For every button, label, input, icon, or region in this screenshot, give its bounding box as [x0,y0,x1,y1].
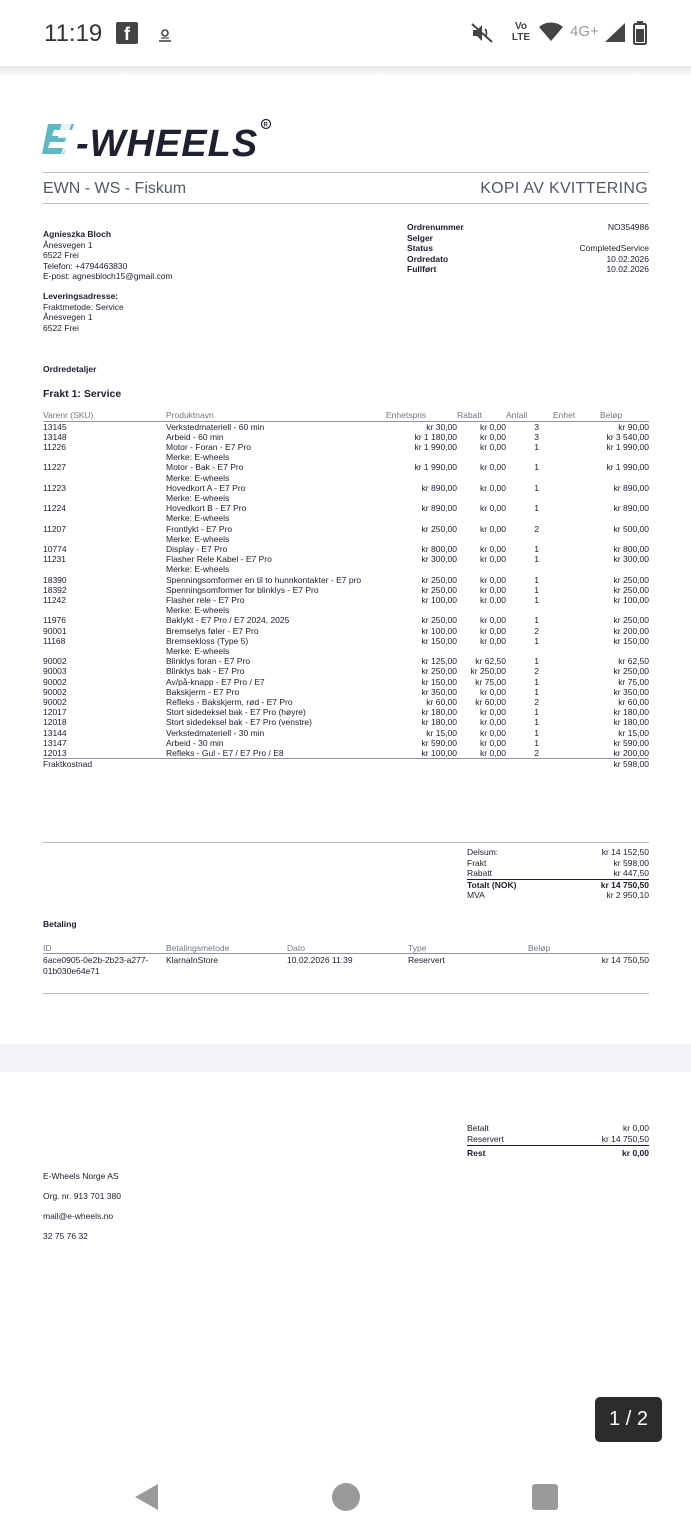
table-row [43,677,649,687]
item-qty: 1 [534,482,539,493]
order-info-row [407,233,649,244]
completed-value: 10.02.2026 [606,264,649,275]
item-unit-price: kr 100,00 [421,748,457,758]
item-name: Bakskjerm - E7 Pro [166,686,240,697]
remaining-value: kr 0,00 [622,1148,649,1158]
item-amount: kr 180,00 [613,717,649,728]
table-row [43,728,649,738]
item-amount: kr 150,00 [613,635,649,646]
remaining-label: Rest [467,1148,486,1158]
item-discount: kr 0,00 [480,523,506,534]
item-sku: 11976 [43,615,67,626]
item-discount: kr 0,00 [480,482,506,493]
item-name: Verkstedmateriell - 60 min [166,421,265,432]
e-wheels-logo [42,118,274,167]
item-name: Baklykt - E7 Pro / E7 2024, 2025 [166,615,290,626]
item-unit-price: kr 150,00 [421,676,457,687]
back-icon[interactable] [132,1482,162,1512]
battery-icon [632,20,648,46]
item-sku: 12013 [43,748,67,758]
item-sku: 11231 [43,554,67,565]
item-name: Flasher rele - E7 Pro [166,594,245,605]
company-org: Org. nr. 913 701 380 [43,1191,121,1201]
item-unit-price: kr 150,00 [421,635,457,646]
item-qty: 3 [534,421,539,432]
item-sku: 11226 [43,441,67,452]
item-unit-price: kr 890,00 [421,503,457,514]
items-body [43,421,649,759]
table-row [43,442,649,462]
order-info-row [407,254,649,265]
item-name: Blinklys bak - E7 Pro [166,666,245,677]
item-brand: Merke: E-wheels [166,452,230,463]
table-row [43,656,649,666]
order-info-row [407,264,649,275]
shipping-cost-value: kr 598,00 [613,759,649,770]
item-name: Arbeid - 30 min [166,737,224,748]
col-amount: Beløp [600,410,649,421]
paid-value: kr 0,00 [623,1123,649,1133]
item-name: Spenningsomformer for blinklys - E7 Pro [166,584,319,595]
item-amount: kr 75,00 [618,676,649,687]
item-qty: 1 [534,656,539,667]
item-sku: 13148 [43,431,67,442]
vat-row [467,890,649,901]
item-unit-price: kr 250,00 [421,615,457,626]
item-name: Bremselys føler - E7 Pro [166,625,259,636]
item-qty: 1 [534,462,539,473]
company-phone: 32 75 76 32 [43,1231,88,1241]
col-sku: Varenr (SKU) [43,410,166,421]
status-bar [0,0,691,66]
pay-col-date: Dato [287,943,408,954]
item-amount: kr 200,00 [613,748,649,758]
item-name: Refleks - Bakskjerm, rød - E7 Pro [166,696,293,707]
item-qty: 1 [534,543,539,554]
item-discount: kr 250,00 [470,666,506,677]
item-amount: kr 60,00 [618,696,649,707]
remaining-row [467,1146,649,1159]
item-unit-price: kr 890,00 [421,482,457,493]
item-unit-price: kr 1 990,00 [414,441,457,452]
item-sku: 11168 [43,635,66,646]
table-row [43,615,649,625]
table-row [43,421,649,432]
header-rule-top [43,172,649,173]
item-name: Av/på-knapp - E7 Pro / E7 [166,676,265,687]
discount-label: Rabatt [467,868,493,878]
table-row [43,585,649,595]
signal-icon [604,22,626,42]
order-number-value: NO354986 [607,222,649,232]
item-qty: 2 [534,748,539,758]
item-sku: 90002 [43,676,67,687]
item-unit-price: kr 180,00 [421,717,457,728]
company-info [43,1166,121,1246]
item-unit-price: kr 250,00 [421,584,457,595]
total-label: Totalt (NOK) [467,879,517,890]
item-unit-price: kr 250,00 [421,523,457,534]
item-unit-price: kr 350,00 [421,686,457,697]
table-row [43,707,649,717]
subtotal-row [467,847,649,858]
item-discount: kr 0,00 [480,594,506,605]
table-row [43,544,649,554]
item-qty: 1 [534,635,539,646]
subtotal-value: kr 14 152,50 [601,847,649,857]
item-amount: kr 500,00 [613,523,649,534]
item-sku: 13144 [43,727,67,738]
item-amount: kr 200,00 [613,625,649,636]
order-number-label: Ordrenummer [407,222,464,232]
item-name: Stort sidedeksel bak - E7 Pro (høyre) [166,707,306,718]
total-value: kr 14 750,50 [600,879,649,890]
item-qty: 1 [534,441,539,452]
payment-date: 10.02.2026 11:39 [287,955,353,966]
payment-amount: kr 14 750,50 [601,955,649,966]
item-amount: kr 1 990,00 [606,462,649,473]
items-header-row [43,410,649,421]
order-info-row [407,243,649,254]
item-discount: kr 75,00 [475,676,506,687]
item-discount: kr 0,00 [480,543,506,554]
item-qty: 1 [534,676,539,687]
pay-col-type: Type [408,943,528,954]
item-amount: kr 3 540,00 [606,431,649,442]
order-info-row [407,222,649,233]
item-discount: kr 0,00 [480,421,506,432]
item-amount: kr 890,00 [613,482,649,493]
item-amount: kr 1 990,00 [606,441,649,452]
item-discount: kr 0,00 [480,441,506,452]
order-details-title: Ordredetaljer [43,364,97,374]
customer-address1: Ånesvegen 1 [43,239,93,250]
table-row [43,636,649,656]
delivery-address2: 6522 Frei [43,322,79,333]
home-icon[interactable] [330,1481,362,1513]
item-discount: kr 0,00 [480,554,506,565]
item-unit-price: kr 250,00 [421,574,457,585]
logo-wordmark: -WHEELS [76,123,259,162]
item-qty: 1 [534,686,539,697]
item-brand: Merke: E-wheels [166,472,230,483]
item-discount: kr 0,00 [480,748,506,758]
page-indicator: 1 / 2 [595,1397,662,1442]
item-unit-price: kr 250,00 [421,666,457,677]
delivery-address1: Ånesvegen 1 [43,312,93,323]
item-unit-price: kr 1 180,00 [414,431,457,442]
col-product: Produktnavn [166,410,386,421]
customer-block [43,229,343,282]
item-unit-price: kr 30,00 [426,421,457,432]
table-row [43,483,649,503]
item-unit-price: kr 300,00 [421,554,457,565]
vat-value: kr 2 950,10 [606,890,649,900]
page-separator [0,1044,691,1072]
discount-row [467,868,649,880]
item-sku: 18392 [43,584,67,595]
item-amount: kr 62,50 [618,656,649,667]
item-sku: 11224 [43,503,67,514]
item-amount: kr 250,00 [613,574,649,585]
subtotal-label: Delsum: [467,847,499,857]
total-row [467,880,649,891]
item-sku: 12018 [43,717,67,728]
items-table [43,410,649,769]
item-name: Frontlykt - E7 Pro [166,523,233,534]
col-discount: Rabatt [457,410,506,421]
item-amount: kr 180,00 [613,707,649,718]
table-row [43,503,649,523]
item-qty: 3 [534,431,539,442]
customer-name: Agnieszka Bloch [43,229,112,239]
item-brand: Merke: E-wheels [166,564,230,575]
item-qty: 1 [534,554,539,565]
shipping-cost-label: Fraktkostnad [43,759,93,770]
item-name: Hovedkort B - E7 Pro [166,503,247,514]
item-unit-price: kr 100,00 [421,594,457,605]
order-date-value: 10.02.2026 [606,253,649,264]
pay-col-id: ID [43,943,166,954]
item-brand: Merke: E-wheels [166,513,230,524]
completed-label: Fullført [407,264,437,275]
item-sku: 10774 [43,543,67,554]
item-discount: kr 0,00 [480,727,506,738]
item-amount: kr 15,00 [618,727,649,738]
item-amount: kr 350,00 [613,686,649,697]
item-discount: kr 0,00 [480,574,506,585]
delivery-block [43,291,343,333]
item-sku: 13147 [43,737,67,748]
payment-title: Betaling [43,919,77,929]
item-discount: kr 0,00 [480,615,506,626]
delivery-method: Fraktmetode: Service [43,301,124,312]
item-sku: 90002 [43,696,67,707]
document-title: KOPI AV KVITTERING [480,180,648,197]
item-discount: kr 0,00 [480,462,506,473]
table-row [43,748,649,759]
item-qty: 2 [534,696,539,707]
item-sku: 13145 [43,421,67,432]
pay-col-method: Betalingsmetode [166,943,287,954]
order-date-label: Ordredato [407,253,449,264]
company-email: mail@e-wheels.no [43,1211,114,1221]
item-unit-price: kr 800,00 [421,543,457,554]
totals-rule [43,842,649,843]
customer-address2: 6522 Frei [43,250,79,261]
item-unit-price: kr 1 990,00 [414,462,457,473]
item-unit-price: kr 100,00 [421,625,457,636]
freight-row [467,858,649,869]
item-qty: 1 [534,584,539,595]
col-unit-price: Enhetspris [386,410,457,421]
item-unit-price: kr 15,00 [426,727,457,738]
item-amount: kr 800,00 [613,543,649,554]
item-name: Spenningsomformer en til to hunnkontakter - E7 pro [166,574,362,585]
company-name: E-Wheels Norge AS [43,1171,119,1181]
mute-icon [470,22,494,44]
item-qty: 1 [534,615,539,626]
item-sku: 12017 [43,707,67,718]
paid-label: Betalt [467,1123,489,1133]
table-row [43,432,649,442]
payment-id-line1: 6ace0905-0e2b-2b23-a277- [43,955,149,966]
item-qty: 1 [534,707,539,718]
payment-method: KlarnaInStore [166,955,218,966]
item-unit-price: kr 125,00 [421,656,457,667]
reserved-label: Reservert [467,1133,504,1144]
navigation-bar [0,1460,691,1536]
table-row [43,666,649,676]
customer-email: E-post: agnesbloch15@gmail.com [43,271,173,282]
item-qty: 2 [534,523,539,534]
table-row [43,738,649,748]
item-sku: 11223 [43,482,67,493]
payment-header-row [43,943,649,954]
discount-value: kr 447,50 [613,868,649,878]
item-amount: kr 100,00 [613,594,649,605]
recents-icon[interactable] [531,1483,559,1511]
sync-notification-icon [156,26,174,44]
reserved-row [467,1134,649,1147]
item-name: Stort sidedeksel bak - E7 Pro (venstre) [166,717,312,728]
item-unit-price: kr 590,00 [421,737,457,748]
payment-type: Reservert [408,955,445,966]
item-discount: kr 0,00 [480,431,506,442]
table-row [43,687,649,697]
page1-bottom-rule [43,993,649,994]
item-name: Display - E7 Pro [166,543,228,554]
col-unit: Enhet [553,410,600,421]
payment-id-line2: 01b030e64e71 [43,965,100,976]
status-label: Status [407,243,433,254]
balance-block [467,1123,649,1159]
volte-icon: Vo LTE [511,21,531,43]
item-name: Hovedkort A - E7 Pro [166,482,246,493]
order-info [407,222,649,275]
item-qty: 1 [534,594,539,605]
item-sku: 90001 [43,625,67,636]
item-name: Motor - Foran - E7 Pro [166,441,252,452]
table-row [43,554,649,574]
item-discount: kr 0,00 [480,635,506,646]
item-discount: kr 0,00 [480,737,506,748]
col-qty: Antall [506,410,553,421]
item-amount: kr 590,00 [613,737,649,748]
table-row [43,626,649,636]
table-row [43,697,649,707]
item-discount: kr 0,00 [480,584,506,595]
shipping-cost-row [43,759,649,770]
item-amount: kr 890,00 [613,503,649,514]
item-name: Refleks - Gul - E7 / E7 Pro / E8 [166,748,284,758]
paid-row [467,1123,649,1134]
item-sku: 11242 [43,594,67,605]
table-row [43,462,649,482]
item-amount: kr 250,00 [613,615,649,626]
item-qty: 1 [534,717,539,728]
item-sku: 11227 [43,462,67,473]
item-qty: 1 [534,727,539,738]
item-sku: 18390 [43,574,67,585]
status-value: CompletedService [579,243,649,254]
payment-table [43,943,649,976]
item-amount: kr 250,00 [613,666,649,677]
item-sku: 90002 [43,686,67,697]
item-unit-price: kr 180,00 [421,707,457,718]
item-brand: Merke: E-wheels [166,533,230,544]
item-sku: 11207 [43,523,67,534]
wifi-icon [538,22,564,42]
item-name: Blinklys foran - E7 Pro [166,656,251,667]
item-name: Verkstedmateriell - 30 min [166,727,265,738]
item-sku: 90002 [43,656,67,667]
status-bar-shadow [0,66,691,76]
facebook-notification-icon: f [116,22,138,44]
item-brand: Merke: E-wheels [166,645,230,656]
item-name: Bremsekloss (Type 5) [166,635,249,646]
item-discount: kr 62,50 [475,656,506,667]
item-amount: kr 300,00 [613,554,649,565]
totals-block [467,847,649,901]
item-discount: kr 0,00 [480,625,506,636]
customer-phone: Telefon: +4794463830 [43,260,128,271]
table-row [43,717,649,727]
item-name: Flasher Rele Kabel - E7 Pro [166,554,272,565]
item-qty: 1 [534,574,539,585]
item-qty: 1 [534,503,539,514]
payment-row [43,954,649,976]
table-row [43,575,649,585]
item-discount: kr 0,00 [480,707,506,718]
item-qty: 2 [534,666,539,677]
item-name: Motor - Bak - E7 Pro [166,462,244,473]
table-row [43,524,649,544]
header-rule-bottom [43,203,649,204]
freight-label: Frakt [467,857,487,868]
item-discount: kr 60,00 [475,696,506,707]
item-qty: 2 [534,625,539,636]
item-discount: kr 0,00 [480,503,506,514]
item-sku: 90003 [43,666,67,677]
item-qty: 1 [534,737,539,748]
item-discount: kr 0,00 [480,686,506,697]
item-amount: kr 90,00 [618,421,649,432]
item-amount: kr 250,00 [613,584,649,595]
freight-value: kr 598,00 [613,857,649,868]
network-type: 4G+ [570,23,599,40]
item-brand: Merke: E-wheels [166,605,230,616]
svg-text:R: R [263,122,268,129]
vat-label: MVA [467,890,485,900]
item-name: Arbeid - 60 min [166,431,224,442]
item-brand: Merke: E-wheels [166,492,230,503]
table-row [43,595,649,615]
pay-col-amount: Beløp [528,943,649,954]
reserved-value: kr 14 750,50 [601,1133,649,1144]
status-time: 11:19 [44,20,103,47]
shipment-title: Frakt 1: Service [43,388,122,400]
delivery-label: Leveringsadresse: [43,291,119,301]
item-discount: kr 0,00 [480,717,506,728]
seller-label: Selger [407,232,433,243]
item-unit-price: kr 60,00 [426,696,457,707]
store-name: EWN - WS - Fiskum [43,180,187,197]
